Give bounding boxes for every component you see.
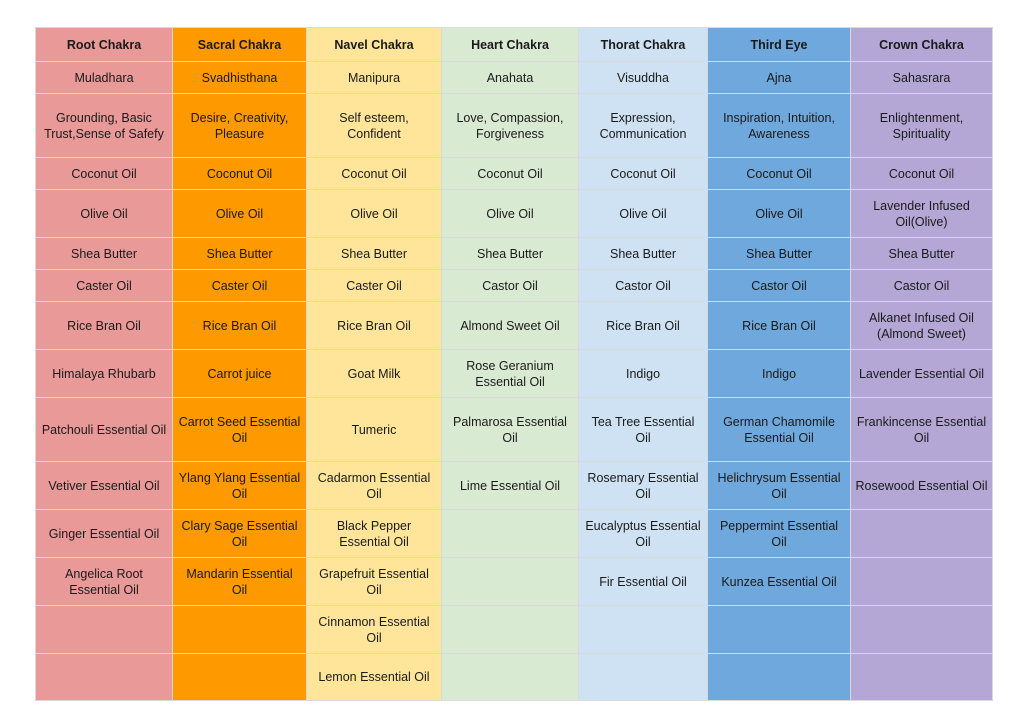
cell-crown <box>851 606 993 654</box>
cell-heart: Lime Essential Oil <box>442 462 579 510</box>
chakra-oils-table <box>35 27 993 701</box>
table-row <box>36 62 993 94</box>
cell-navel: Caster Oil <box>307 270 442 302</box>
table-row <box>36 398 993 462</box>
cell-throat: Olive Oil <box>579 190 708 238</box>
cell-heart: Love, Compassion, Forgiveness <box>442 94 579 158</box>
cell-root: Himalaya Rhubarb <box>36 350 173 398</box>
cell-sacral: Caster Oil <box>173 270 307 302</box>
cell-root <box>36 654 173 701</box>
table-row <box>36 190 993 238</box>
cell-crown: Alkanet Infused Oil (Almond Sweet) <box>851 302 993 350</box>
cell-navel: Lemon Essential Oil <box>307 654 442 701</box>
cell-heart <box>442 558 579 606</box>
table-row <box>36 302 993 350</box>
cell-crown <box>851 510 993 558</box>
cell-navel: Goat Milk <box>307 350 442 398</box>
cell-root <box>36 606 173 654</box>
header-navel: Navel Chakra <box>307 28 442 62</box>
cell-throat: Fir Essential Oil <box>579 558 708 606</box>
table-row <box>36 654 993 701</box>
cell-sacral: Carrot juice <box>173 350 307 398</box>
cell-navel: Cadarmon Essential Oil <box>307 462 442 510</box>
cell-heart: Castor Oil <box>442 270 579 302</box>
cell-throat: Rosemary Essential Oil <box>579 462 708 510</box>
cell-heart: Shea Butter <box>442 238 579 270</box>
cell-third <box>708 606 851 654</box>
cell-third: Indigo <box>708 350 851 398</box>
cell-throat: Shea Butter <box>579 238 708 270</box>
cell-heart: Almond Sweet Oil <box>442 302 579 350</box>
cell-third: Rice Bran Oil <box>708 302 851 350</box>
cell-throat: Tea Tree Essential Oil <box>579 398 708 462</box>
cell-sacral: Desire, Creativity, Pleasure <box>173 94 307 158</box>
cell-third: Castor Oil <box>708 270 851 302</box>
cell-root: Muladhara <box>36 62 173 94</box>
cell-third: Ajna <box>708 62 851 94</box>
table-row <box>36 462 993 510</box>
header-sacral: Sacral Chakra <box>173 28 307 62</box>
header-root: Root Chakra <box>36 28 173 62</box>
cell-navel: Coconut Oil <box>307 158 442 190</box>
cell-crown: Castor Oil <box>851 270 993 302</box>
cell-sacral: Carrot Seed Essential Oil <box>173 398 307 462</box>
cell-throat: Expression, Communication <box>579 94 708 158</box>
cell-crown: Enlightenment, Spirituality <box>851 94 993 158</box>
cell-third: German Chamomile Essential Oil <box>708 398 851 462</box>
cell-crown: Sahasrara <box>851 62 993 94</box>
cell-root: Rice Bran Oil <box>36 302 173 350</box>
cell-heart <box>442 654 579 701</box>
cell-sacral: Coconut Oil <box>173 158 307 190</box>
cell-throat <box>579 654 708 701</box>
table-row <box>36 270 993 302</box>
cell-navel: Shea Butter <box>307 238 442 270</box>
cell-heart: Rose Geranium Essential Oil <box>442 350 579 398</box>
cell-crown: Lavender Infused Oil(Olive) <box>851 190 993 238</box>
cell-root: Coconut Oil <box>36 158 173 190</box>
cell-third: Helichrysum Essential Oil <box>708 462 851 510</box>
cell-crown: Lavender Essential Oil <box>851 350 993 398</box>
cell-third <box>708 654 851 701</box>
table-row <box>36 158 993 190</box>
cell-navel: Manipura <box>307 62 442 94</box>
cell-heart: Coconut Oil <box>442 158 579 190</box>
header-third: Third Eye <box>708 28 851 62</box>
cell-navel: Self esteem, Confident <box>307 94 442 158</box>
cell-throat: Indigo <box>579 350 708 398</box>
table-row <box>36 238 993 270</box>
cell-sacral: Clary Sage Essential Oil <box>173 510 307 558</box>
cell-navel: Grapefruit Essential Oil <box>307 558 442 606</box>
cell-third: Shea Butter <box>708 238 851 270</box>
cell-third: Olive Oil <box>708 190 851 238</box>
table-row <box>36 94 993 158</box>
cell-root: Ginger Essential Oil <box>36 510 173 558</box>
cell-throat: Coconut Oil <box>579 158 708 190</box>
cell-sacral <box>173 654 307 701</box>
cell-sacral: Svadhisthana <box>173 62 307 94</box>
cell-navel: Rice Bran Oil <box>307 302 442 350</box>
cell-crown: Shea Butter <box>851 238 993 270</box>
header-heart: Heart Chakra <box>442 28 579 62</box>
cell-root: Shea Butter <box>36 238 173 270</box>
cell-root: Angelica Root Essential Oil <box>36 558 173 606</box>
cell-heart: Palmarosa Essential Oil <box>442 398 579 462</box>
cell-root: Olive Oil <box>36 190 173 238</box>
cell-throat: Rice Bran Oil <box>579 302 708 350</box>
header-row <box>36 28 993 62</box>
cell-navel: Tumeric <box>307 398 442 462</box>
cell-third: Coconut Oil <box>708 158 851 190</box>
cell-root: Caster Oil <box>36 270 173 302</box>
header-throat: Thorat Chakra <box>579 28 708 62</box>
cell-sacral <box>173 606 307 654</box>
cell-throat: Castor Oil <box>579 270 708 302</box>
cell-heart: Olive Oil <box>442 190 579 238</box>
cell-third: Inspiration, Intuition, Awareness <box>708 94 851 158</box>
cell-root: Patchouli Essential Oil <box>36 398 173 462</box>
cell-sacral: Olive Oil <box>173 190 307 238</box>
cell-root: Grounding, Basic Trust,Sense of Safefy <box>36 94 173 158</box>
cell-sacral: Rice Bran Oil <box>173 302 307 350</box>
header-crown: Crown Chakra <box>851 28 993 62</box>
cell-navel: Black Pepper Essential Oil <box>307 510 442 558</box>
cell-sacral: Mandarin Essential Oil <box>173 558 307 606</box>
table-row <box>36 606 993 654</box>
cell-heart: Anahata <box>442 62 579 94</box>
cell-crown: Rosewood Essential Oil <box>851 462 993 510</box>
cell-throat: Eucalyptus Essential Oil <box>579 510 708 558</box>
table-row <box>36 510 993 558</box>
cell-crown <box>851 558 993 606</box>
cell-sacral: Ylang Ylang Essential Oil <box>173 462 307 510</box>
cell-throat: Visuddha <box>579 62 708 94</box>
cell-third: Kunzea Essential Oil <box>708 558 851 606</box>
table-row <box>36 350 993 398</box>
cell-crown: Frankincense Essential Oil <box>851 398 993 462</box>
cell-heart <box>442 510 579 558</box>
cell-crown: Coconut Oil <box>851 158 993 190</box>
cell-root: Vetiver Essential Oil <box>36 462 173 510</box>
cell-third: Peppermint Essential Oil <box>708 510 851 558</box>
cell-navel: Cinnamon Essential Oil <box>307 606 442 654</box>
cell-throat <box>579 606 708 654</box>
cell-navel: Olive Oil <box>307 190 442 238</box>
cell-heart <box>442 606 579 654</box>
cell-crown <box>851 654 993 701</box>
cell-sacral: Shea Butter <box>173 238 307 270</box>
table-body <box>36 62 993 701</box>
table-row <box>36 558 993 606</box>
